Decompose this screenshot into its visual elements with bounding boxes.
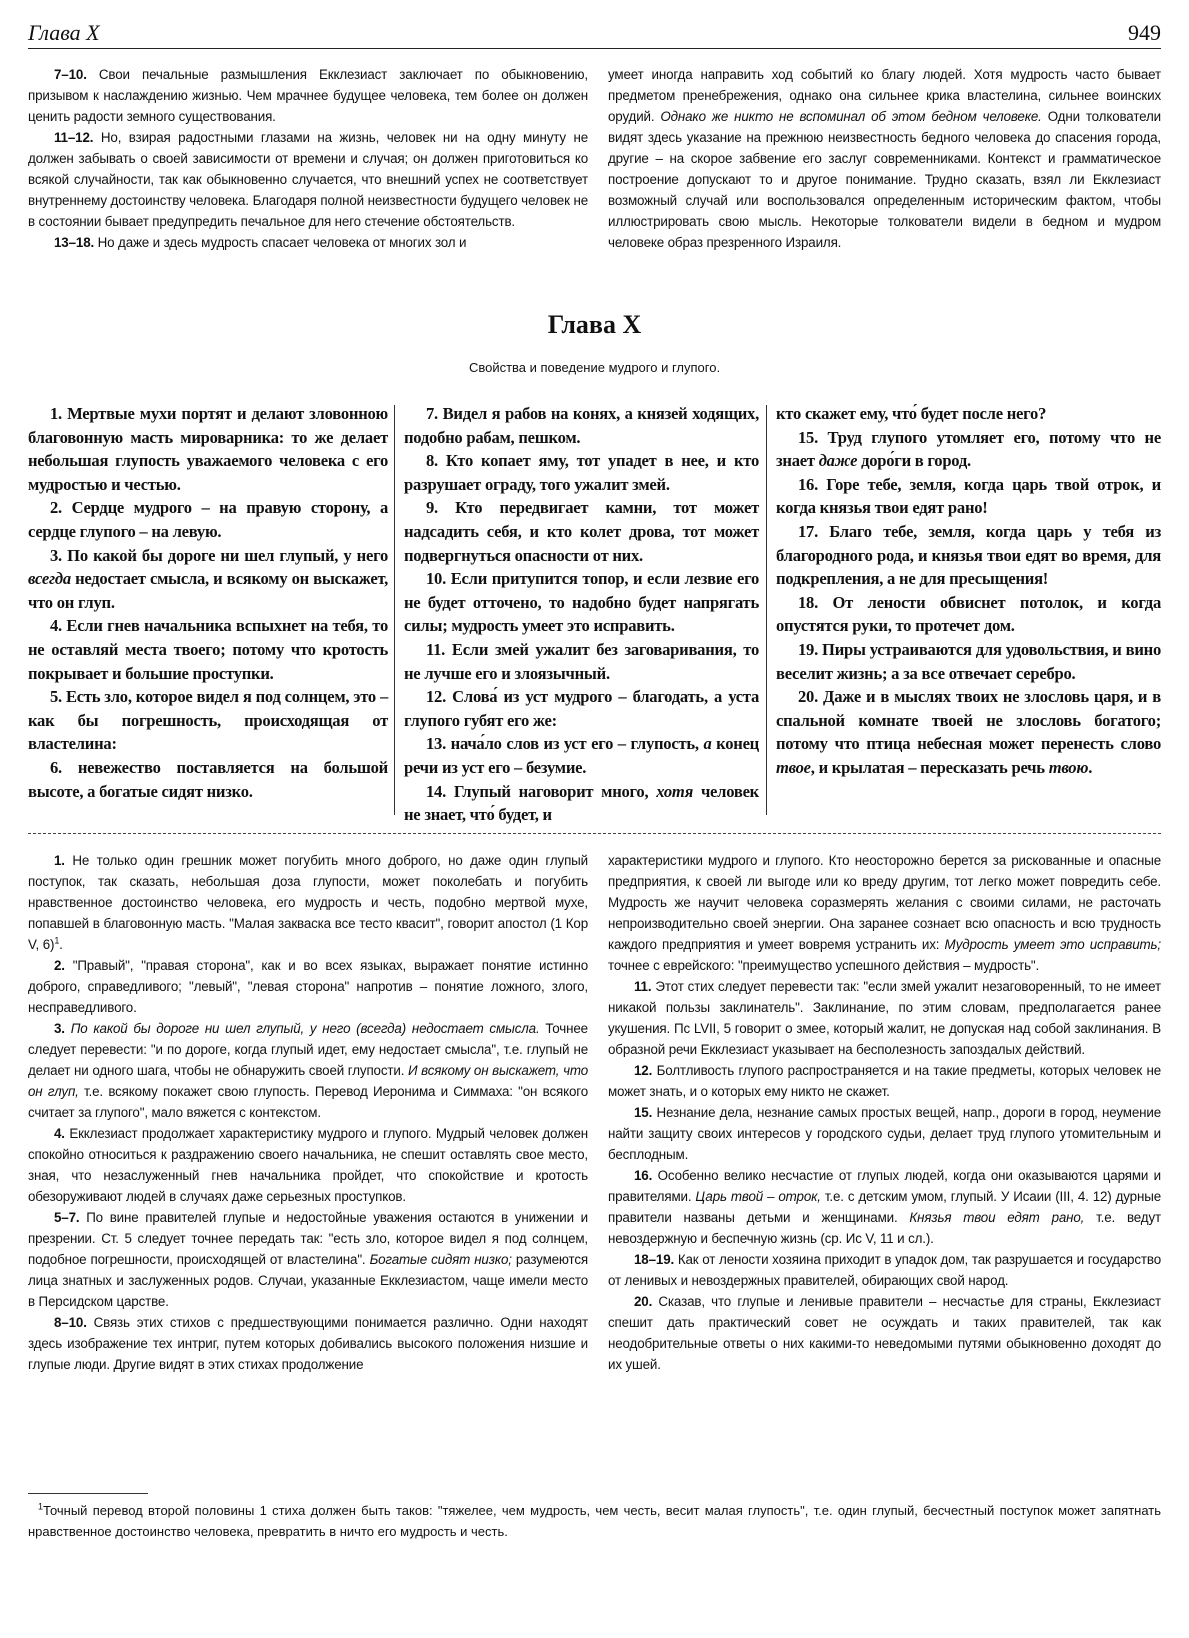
- scripture-verse: 6. невежество поставляется на большой высоте, а богатые сидят низко.: [28, 757, 388, 801]
- scripture-verse: 20. Даже и в мыслях твоих не злословь царя, и в спальной комнате твоей не злословь богатого; потому что птица небесная может перенесть слово твое, и крылатая – пересказать речь твою.: [776, 687, 1161, 777]
- chapter-subtitle: Свойства и поведение мудрого и глупого.: [468, 360, 721, 375]
- scripture-verse: 4. Если гнев начальника вспыхнет на тебя, то не оставляй места твоего; потому что кротость покрывает и большие проступки.: [28, 616, 388, 683]
- scripture-verse: 11. Если змей ужалит без заговаривания, то не лучше его и злоязычный.: [404, 639, 759, 683]
- commentary-paragraph: 20. Сказав, что глупые и ленивые правители – несчастье для страны, Екклезиаст спешит дать практический совет не осуждать и таких правителей, так как неодобрительные ответы о них какими-то неведомыми путями обыкновенно доходят до их ушей.: [608, 1294, 1161, 1372]
- commentary-paragraph: 11. Этот стих следует перевести так: "если змей ужалит незаговоренный, то не имеет никакой пользы заклинатель". Заклинание, по этим словам, предполагается ранее укушения. Пс LVII, 5 говорит о змее, который жалит, не допуская над собой заклинания. В образной речи Екклезиаст указывает на бесполезность запоздалых действий.: [608, 979, 1161, 1057]
- commentary-paragraph: характеристики мудрого и глупого. Кто неосторожно берется за рискованные и опасные предприятия, к своей ли выгоде или ко вреду другим, тот легко может повредить себе. Мудрость же научит человека соразмерять желания с своими силами, не расточать непроизводительно своей энергии. Она заранее сознает всю опасность и всю трудность каждого предприятия и умеет вовремя устранить их: Мудрость умеет это исправить; точнее с еврейского: "преимущество успешного действия – мудрость".: [608, 853, 1161, 973]
- scripture-verse: 2. Сердце мудрого – на правую сторону, а сердце глупого – на левую.: [28, 498, 388, 541]
- scripture-verse: 15. Труд глупого утомляет его, потому что не знает даже доро́ги в город.: [776, 427, 1161, 471]
- column-divider: [766, 405, 767, 815]
- scripture-verse: 18. От лености обвиснет потолок, и когда опустятся руки, то протечет дом.: [776, 592, 1161, 636]
- commentary-paragraph: 8–10. Связь этих стихов с предшествующими понимается различно. Одни находят здесь изображение тех интриг, путем которых добивались высокого положения низшие и глупые люди. Другие видят в этих стихах продолжение: [28, 1315, 588, 1372]
- commentary-bottom-right: [608, 850, 1161, 1375]
- scripture-verse: 9. Кто передвигает камни, тот может надсадить себя, и кто колет дрова, тот может подвергнуться опасности от них.: [404, 498, 759, 565]
- commentary-paragraph: 18–19. Как от лености хозяина приходит в упадок дом, так разрушается и государство от ленивых и невоздержных правителей, обирающих свой народ.: [608, 1252, 1161, 1288]
- commentary-bottom-left: [28, 850, 588, 1375]
- scripture-verse: кто скажет ему, что́ будет после него?: [776, 404, 1047, 423]
- scripture-verse: 19. Пиры устраиваются для удовольствия, и вино веселит жизнь; а за все отвечает серебро.: [776, 639, 1161, 683]
- scripture-column-1: [28, 402, 388, 803]
- scripture-verse: 16. Горе тебе, земля, когда царь твой отрок, и когда князья твои едят рано!: [776, 474, 1161, 518]
- column-divider: [394, 405, 395, 815]
- scripture-verse: 13. нача́ло слов из уст его – глупость, а конец речи из уст его – безумие.: [404, 734, 759, 777]
- footnote-ref: 1: [54, 935, 60, 946]
- chapter-title: Глава X: [547, 310, 642, 339]
- commentary-paragraph: 13–18. Но даже и здесь мудрость спасает человека от многих зол и: [54, 235, 467, 250]
- commentary-paragraph: 1. Не только один грешник может погубить много доброго, но даже один глупый поступок, так сказать, небольшая доза глупости, может поколебать и погубить нравственное достоинство человека, его мудрость и честь, подобно мертвой мухе, попавшей в благовонную масть. "Малая закваска все тесто квасит", говорит апостол (1 Кор V, 6)$^1$.: [28, 853, 588, 952]
- scripture-verse: 8. Кто копает яму, тот упадет в нее, и кто разрушает ограду, того ужалит змей.: [404, 451, 759, 494]
- commentary-paragraph: 11–12. Но, взирая радостными глазами на жизнь, человек ни на одну минуту не должен забывать о своей зависимости от времени и случая; он должен приготовиться ко всякой случайности, так как обыкновенно случается, что внешний успех не соответствует внутреннему достоинству человека. Благодаря полной неизвестности будущего человек не в состоянии бывает предупредить печальное для него стечение обстоятельств.: [28, 130, 588, 229]
- page-number: 949: [1128, 20, 1161, 45]
- footnote-rule: [28, 1493, 148, 1494]
- footnote-mark: 1: [38, 1501, 44, 1512]
- scripture-verse: 17. Благо тебе, земля, когда царь у тебя из благородного рода, и князья твои едят во время, для подкрепления, а не для пресыщения!: [776, 521, 1161, 589]
- scripture-verse: 7. Видел я рабов на конях, а князей ходящих, подобно рабам, пешком.: [404, 404, 759, 447]
- scripture-verse: 12. Слова́ из уст мудрого – благодать, а уста глупого губят его же:: [404, 687, 759, 730]
- commentary-paragraph: 15. Незнание дела, незнание самых простых вещей, напр., дороги в город, неумение найти защиту своих интересов у городского судьи, делает труд глупого утомительным и бесплодным.: [608, 1105, 1161, 1162]
- scripture-verse: 5. Есть зло, которое видел я под солнцем, это – как бы погрешность, происходящая от властелина:: [28, 687, 388, 754]
- scripture-column-2: [404, 402, 759, 827]
- section-divider: [28, 833, 1161, 834]
- commentary-top-right: [608, 64, 1161, 253]
- running-head-chapter: Глава X: [28, 20, 100, 45]
- commentary-top-left: [28, 64, 588, 253]
- commentary-paragraph: 16. Особенно велико несчастие от глупых людей, когда они оказываются царями и правителями. Царь твой – отрок, т.е. с детским умом, глупый. У Исаии (III, 4. 12) дурные правители названы детьми и женщинами. Князья твои едят рано, т.е. ведут невоздержную и беспечную жизнь (ср. Ис V, 11 и сл.).: [608, 1168, 1162, 1246]
- commentary-paragraph: 3. По какой бы дороге ни шел глупый, у него (всегда) недостает смысла. Точнее следует перевести: "и по дороге, когда глупый идет, ему недостает смысла", т.е. глупый не делает ни одного шага, чтобы не обнаружить своей глупости. И всякому он выскажет, что он глуп, т.е. всякому покажет свою глупость. Перевод Иеронима и Симмаха: "он всякого считает за глупого", мало вяжется с контекстом.: [28, 1021, 588, 1120]
- scripture-verse: 14. Глупый наговорит много, хотя человек не знает, что́ будет, и: [404, 781, 759, 825]
- scripture-verse: 1. Мертвые мухи портят и делают зловонною благовонную масть мироварника: то же делает небольшая глупость уважаемого человека с его мудростью и честью.: [28, 404, 388, 494]
- scripture-column-3: [776, 402, 1161, 780]
- commentary-paragraph: 12. Болтливость глупого распространяется и на такие предметы, которых человек не может знать, и о которых ему никто не скажет.: [608, 1063, 1161, 1099]
- commentary-paragraph: 5–7. По вине правителей глупые и недостойные уважения остаются в унижении и презрении. Ст. 5 следует точнее передать так: "есть зло, которое видел я под солнцем, подобное погрешности, происходящей от властелина". Богатые сидят низко; разумеются лица знатных и заслуженных родов. Случаи, указанные Екклезиастом, чаще имели место в Персидском царстве.: [28, 1210, 589, 1309]
- commentary-paragraph: 2. "Правый", "правая сторона", как и во всех языках, выражает понятие истинно доброго, справедливого; "левый", "левая сторона" напротив – понятие ложного, злого, несправедливого.: [28, 958, 588, 1015]
- footnote: $^1$Точный перевод второй половины 1 стиха должен быть таков: "тяжелее, чем мудрость, чем честь, весит малая глупость", т.е. один глупый, бесчестный поступок может запятнать нравственное достоинство человека, превратить в ничто его мудрость и честь.: [28, 1501, 1161, 1539]
- scripture-verse: 10. Если притупится топор, и если лезвие его не будет отточено, то надобно будет напрягать силы; мудрость умеет это исправить.: [404, 569, 759, 636]
- commentary-paragraph: умеет иногда направить ход событий ко благу людей. Хотя мудрость часто бывает предметом пренебрежения, однако она сильнее крика властелина, сильнее воинских орудий. Однако же никто не вспоминал об этом бедном человеке. Одни толкователи видят здесь указание на прежнюю неизвестность бедного человека до спасения города, другие – на скорое забвение его заслуг современниками. Контекст и грамматическое построение допускают то и другое понимание. Трудно сказать, взял ли Екклезиаст возможный случай или воспользовался определенным историческим фактом, чтобы иллюстрировать свою мысль. Некоторые толкователи видели в бедном и мудром человеке образ презренного Израиля.: [608, 67, 1161, 250]
- commentary-paragraph: 7–10. Свои печальные размышления Екклезиаст заключает по обыкновению, призывом к наслаждению жизнью. Чем мрачнее будущее человека, тем более он должен ценить радости земного существования.: [28, 67, 588, 124]
- scripture-verse: 3. По какой бы дороге ни шел глупый, у него всегда недостает смысла, и всякому он выскажет, что он глуп.: [28, 545, 388, 612]
- commentary-paragraph: 4. Екклезиаст продолжает характеристику мудрого и глупого. Мудрый человек должен спокойно относиться к раздражению своего начальника, не спешит оставлять свое место, зная, что незаслуженный гнев начальника пройдет, что спокойствие и кротость обезоруживают людей в случаях даже серьезных проступков.: [28, 1126, 588, 1204]
- running-head: [28, 20, 1161, 49]
